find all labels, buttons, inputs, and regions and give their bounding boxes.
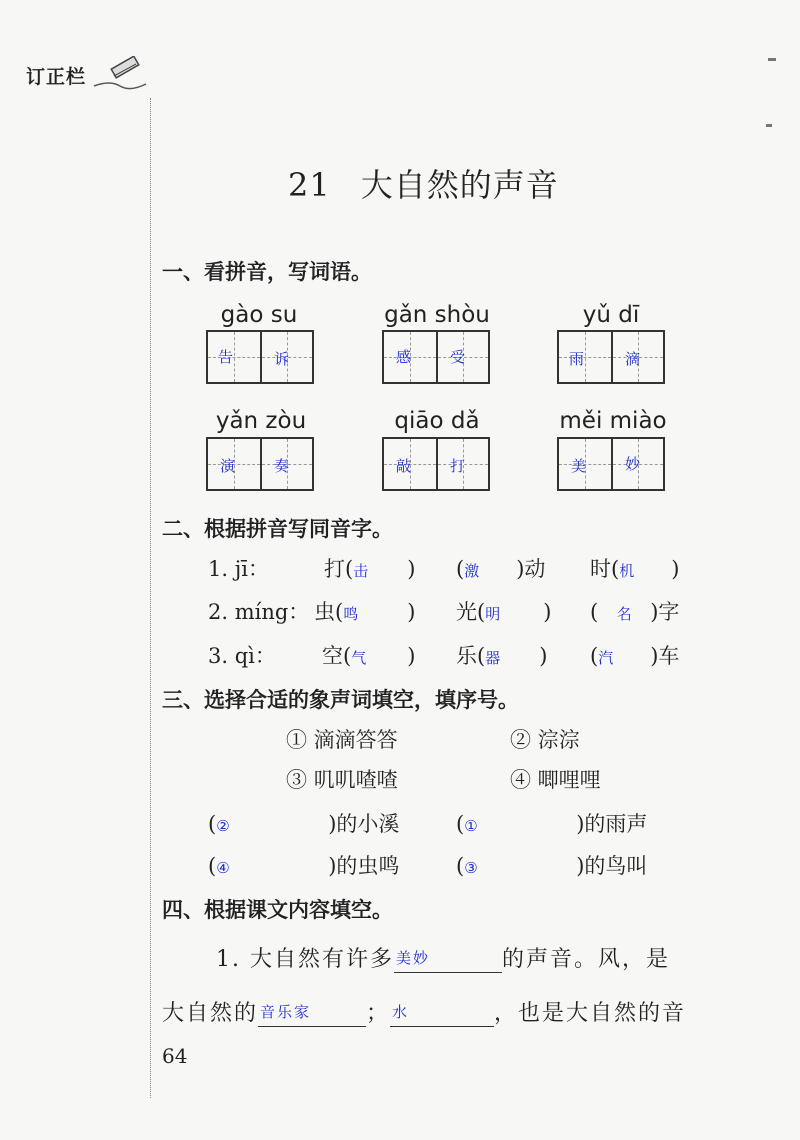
homophone-row-2 (208, 596, 309, 626)
answer: ② (216, 817, 230, 835)
onomatopoeia-blank[interactable]: (③ )的鸟叫 (456, 854, 648, 878)
fill-blank[interactable] (390, 1002, 494, 1027)
row-label: 2. míng： (208, 600, 310, 624)
answer: 击 (353, 562, 369, 580)
handwritten-char: 感 (396, 348, 412, 366)
answer: 鸣 (343, 605, 359, 623)
option-1: ① 滴滴答答 (286, 728, 398, 752)
pinyin-label: měi miào (559, 408, 667, 434)
row-label: 3. qì： (208, 644, 276, 668)
pinyin-label: yǎn zòu (215, 408, 307, 434)
answer: ④ (216, 859, 230, 877)
answer: 机 (619, 562, 635, 580)
option-4: ④ 唧哩哩 (510, 768, 601, 792)
tianzi-grid[interactable] (206, 330, 314, 384)
page-number: 64 (162, 1044, 188, 1068)
pencil-icon (90, 56, 150, 92)
option-2: ② 淙淙 (510, 728, 580, 752)
handwritten-char: 诉 (274, 350, 290, 368)
homophone-blank[interactable]: (激 )动 (456, 557, 546, 581)
handwritten-char: 敲 (396, 457, 412, 475)
option-3: ③ 叽叽喳喳 (286, 768, 398, 792)
fill-blank[interactable] (258, 1002, 366, 1027)
onomatopoeia-blank[interactable]: (② )的小溪 (208, 812, 400, 836)
answer: 器 (485, 649, 501, 667)
section-4-heading: 四、根据课文内容填空。 (162, 898, 393, 922)
handwritten-char: 打 (450, 457, 466, 475)
pinyin-label: gào su (220, 302, 298, 328)
handwritten-char: 滴 (625, 350, 641, 368)
lesson-number: 21 (288, 166, 331, 204)
pinyin-label: gǎn shòu (384, 302, 490, 328)
section-2-heading: 二、根据拼音写同音字。 (162, 517, 393, 541)
fill-in-sentence-2: 大自然的 音乐家 ； 水 ，也是大自然的音 (162, 1001, 687, 1026)
answer: 气 (351, 649, 367, 667)
homophone-blank[interactable]: 空(气 ) (322, 644, 416, 668)
answer: 音乐家 (260, 1003, 312, 1021)
tianzi-grid[interactable] (382, 330, 490, 384)
answer: 汽 (598, 649, 614, 667)
correction-column-label: 订正栏 (26, 66, 87, 88)
answer: ③ (464, 859, 478, 877)
answer: 明 (485, 605, 501, 623)
scan-mark (766, 124, 772, 127)
homophone-row-3 (208, 640, 276, 670)
pinyin-label: yǔ dī (582, 302, 640, 328)
onomatopoeia-blank[interactable]: (① )的雨声 (456, 812, 648, 836)
handwritten-char: 美 (571, 457, 587, 475)
handwritten-char: 演 (220, 457, 236, 475)
handwritten-char: 雨 (569, 350, 585, 368)
homophone-blank[interactable]: 乐(器 ) (456, 644, 548, 668)
tianzi-grid[interactable] (206, 437, 314, 491)
scan-mark (768, 58, 776, 61)
row-label: 1. jī： (208, 557, 269, 581)
homophone-blank[interactable]: 虫(鸣 ) (314, 600, 416, 624)
homophone-blank[interactable]: 光(明 ) (456, 600, 552, 624)
fill-blank[interactable] (394, 948, 502, 973)
tianzi-grid[interactable] (382, 437, 490, 491)
tianzi-grid[interactable] (557, 437, 665, 491)
fill-in-sentence-1: 1. 大自然有许多 美妙 的声音。风，是 (216, 947, 670, 972)
handwritten-char: 奏 (274, 457, 290, 475)
answer: 美妙 (395, 949, 430, 967)
section-3-heading: 三、选择合适的象声词填空，填序号。 (162, 688, 519, 712)
pinyin-label: qiāo dǎ (394, 408, 480, 434)
handwritten-char: 妙 (625, 455, 641, 473)
handwritten-char: 受 (450, 348, 466, 366)
homophone-blank[interactable]: 打(击 ) (324, 557, 416, 581)
handwritten-char: 告 (218, 348, 234, 366)
answer: 激 (464, 562, 480, 580)
homophone-blank[interactable]: (汽 )车 (590, 644, 680, 668)
margin-divider (150, 98, 151, 1098)
answer: 水 (392, 1003, 410, 1021)
lesson-title (288, 160, 559, 206)
answer: ① (464, 817, 478, 835)
section-1-heading: 一、看拼音，写词语。 (162, 260, 372, 284)
homophone-blank[interactable]: 时(机 ) (590, 557, 680, 581)
homophone-blank[interactable]: ( 名 )字 (590, 600, 680, 624)
tianzi-grid[interactable] (557, 330, 665, 384)
answer: 名 (616, 605, 632, 623)
lesson-title-text: 大自然的声音 (360, 166, 559, 204)
onomatopoeia-blank[interactable]: (④ )的虫鸣 (208, 854, 400, 878)
homophone-row-1 (208, 553, 269, 583)
